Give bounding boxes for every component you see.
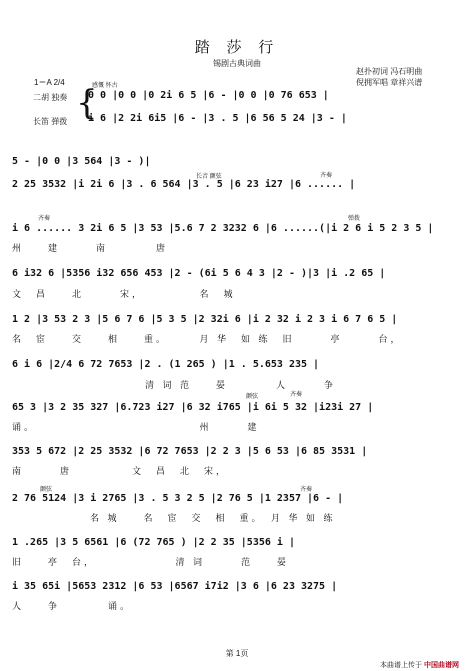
score-row: i 6 ...... 3 2i 6 5 |3 53 |5.6 7 2 3232 6 |6 ......(|i 2 6 i 5 2 3 5 |: [12, 223, 434, 234]
tremolo-mark: 颤弦: [40, 487, 53, 493]
system-brace: {: [76, 83, 98, 123]
lyric-line: 诵。 州 建: [12, 422, 260, 432]
page-subtitle: 锡剧古典词曲: [213, 59, 261, 68]
expression-mark: 感慨 怀古: [92, 83, 118, 89]
instrument-changdi: 长笛 弹拨: [33, 117, 68, 126]
unison-mark: 齐奏: [300, 487, 313, 493]
score-row: 1 2 |3 53 2 3 |5 6 7 6 |5 3 5 |2 32i 6 |i 2 32 i 2 3 i 6 7 6 5 |: [12, 314, 398, 325]
tremolo-mark: 颤弦: [246, 394, 259, 400]
score-row: 6 i 6 |2/4 6 72 7653 |2 . (1 265 ) |1 . 5.653 235 |: [12, 359, 320, 370]
key-signature: 1＝A 2/4: [34, 78, 65, 87]
score-row: 5 - |0 0 |3 564 |3 - )|: [12, 156, 151, 167]
lyric-line: 旧 亭 台， 清 词 范 晏: [12, 557, 290, 567]
score-row: 65 3 |3 2 35 327 |6.723 i27 |6 32 i765 |i 6i 5 32 |i23i 27 |: [12, 402, 374, 413]
pluck-mark: 弹拨: [348, 216, 361, 222]
score-row: 2 76 5124 |3 i 2765 |3 . 5 3 2 5 |2 76 5 |1 2357 |6 - |: [12, 493, 344, 504]
site-watermark: [380, 660, 459, 670]
instrument-erhu: 二胡 独奏: [33, 93, 68, 102]
watermark-prefix: 本曲谱上传于: [380, 662, 422, 669]
score-row: 0 0 |0 0 |0 2i 6 5 |6 - |0 0 |0 76 653 |: [88, 90, 329, 101]
lyric-line: 人 争 诵。: [12, 601, 133, 611]
lyric-line: 州 建 南 唐: [12, 243, 169, 253]
score-row: i 6 |2 2i 6i5 |6 - |3 . 5 |6 56 5 24 |3 - |: [88, 113, 347, 124]
tremolo-mark: 长音 颤弦: [196, 174, 222, 180]
watermark-logo: 中国曲谱网: [423, 662, 459, 669]
page-title: 踏 莎 行: [194, 38, 280, 56]
score-row: 353 5 672 |2 25 3532 |6 72 7653 |2 2 3 |5 6 53 |6 85 3531 |: [12, 446, 368, 457]
page-number: 第 1页: [225, 649, 249, 658]
lyric-line: 文 昌 北 宋， 名 城: [12, 289, 236, 299]
unison-mark: 齐奏: [290, 392, 303, 398]
composer-credit: 赵扑初词 冯石明曲: [356, 67, 423, 76]
lyric-line: 名 宦 交 相 重。 月 华 如 练 旧 亭 台，: [12, 334, 403, 344]
singer-credit: 倪拥军唱 章祥兴谱: [356, 78, 423, 87]
score-row: 6 i32 6 |5356 i32 656 453 |2 - (6i 5 6 4 3 |2 - )|3 |i .2 65 |: [12, 268, 386, 279]
score-row: 1 .265 |3 5 6561 |6 (72 765 ) |2 2 35 |5356 i |: [12, 537, 295, 548]
score-row: 2 25 3532 |i 2i 6 |3 . 6 564 |3 . 5 |6 23 i27 |6 ...... |: [12, 179, 356, 190]
unison-mark: 齐奏: [38, 216, 51, 222]
lyric-line: 南 唐 文 昌 北 宋，: [12, 466, 229, 476]
lyric-line: 名 城 名 宦 交 相 重。 月 华 如 练: [90, 513, 336, 523]
lyric-line: 清 词 范 晏 人 争: [145, 380, 337, 390]
unison-mark: 齐奏: [320, 173, 333, 179]
score-row: i 35 65i |5653 2312 |6 53 |6567 i7i2 |3 6 |6 23 3275 |: [12, 581, 338, 592]
